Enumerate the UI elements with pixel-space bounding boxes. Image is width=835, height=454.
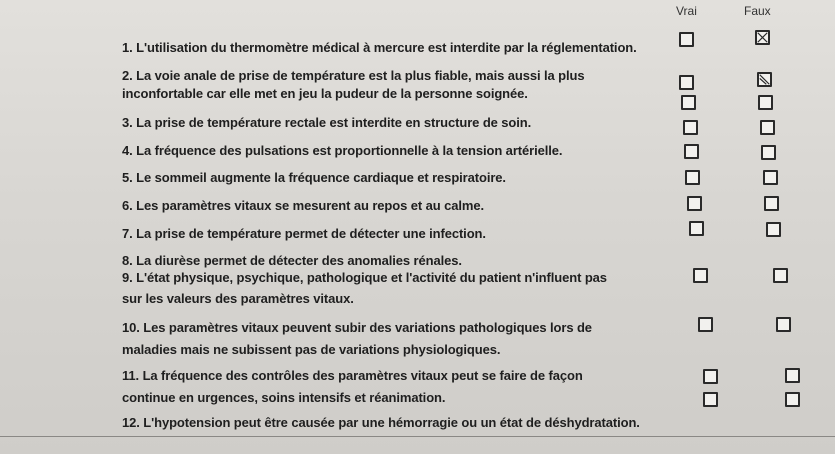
question-9-faux-checkbox[interactable] xyxy=(773,268,788,283)
question-5-vrai-checkbox[interactable] xyxy=(684,144,699,159)
question-12-faux-checkbox[interactable] xyxy=(785,392,800,407)
question-10-text-line-1: 10. Les paramètres vitaux peuvent subir des variations pathologiques lors de xyxy=(122,320,592,335)
question-1-text: 1. L'utilisation du thermomètre médical à mercure est interdite par la réglementation. xyxy=(122,40,637,55)
question-2-text-line-2: inconfortable car elle met en jeu la pudeur de la personne soignée. xyxy=(122,86,528,101)
question-8-text: 8. La diurèse permet de détecter des anomalies rénales. xyxy=(122,253,462,268)
question-1-faux-checkbox[interactable] xyxy=(755,30,770,45)
question-4-text: 4. La fréquence des pulsations est proportionnelle à la tension artérielle. xyxy=(122,143,563,158)
question-4-vrai-checkbox[interactable] xyxy=(683,120,698,135)
question-7-vrai-checkbox[interactable] xyxy=(687,196,702,211)
column-header-faux: Faux xyxy=(744,4,771,18)
question-3-text: 3. La prise de température rectale est interdite en structure de soin. xyxy=(122,115,532,130)
question-3-faux-checkbox[interactable] xyxy=(758,95,773,110)
question-8-vrai-checkbox[interactable] xyxy=(689,221,704,236)
question-7-faux-checkbox[interactable] xyxy=(764,196,779,211)
question-10-text-line-2: maladies mais ne subissent pas de variations physiologiques. xyxy=(122,342,501,357)
divider xyxy=(0,436,835,437)
question-5-text: 5. Le sommeil augmente la fréquence cardiaque et respiratoire. xyxy=(122,170,506,185)
question-4-faux-checkbox[interactable] xyxy=(760,120,775,135)
question-11-text-line-2: continue en urgences, soins intensifs et réanimation. xyxy=(122,390,446,405)
question-2-faux-checkbox[interactable] xyxy=(757,72,772,87)
question-11-faux-checkbox[interactable] xyxy=(785,368,800,383)
question-7-text: 7. La prise de température permet de détecter une infection. xyxy=(122,226,486,241)
question-5-faux-checkbox[interactable] xyxy=(761,145,776,160)
question-10-vrai-checkbox[interactable] xyxy=(698,317,713,332)
question-3-vrai-checkbox[interactable] xyxy=(681,95,696,110)
question-9-text-line-1: 9. L'état physique, psychique, pathologique et l'activité du patient n'influent pas xyxy=(122,270,607,285)
question-9-vrai-checkbox[interactable] xyxy=(693,268,708,283)
question-2-vrai-checkbox[interactable] xyxy=(679,75,694,90)
question-9-text-line-2: sur les valeurs des paramètres vitaux. xyxy=(122,291,354,306)
column-header-vrai: Vrai xyxy=(676,4,697,18)
question-11-vrai-checkbox[interactable] xyxy=(703,369,718,384)
question-10-faux-checkbox[interactable] xyxy=(776,317,791,332)
question-1-vrai-checkbox[interactable] xyxy=(679,32,694,47)
check-cross-icon xyxy=(759,74,770,85)
question-11-text-line-1: 11. La fréquence des contrôles des paramètres vitaux peut se faire de façon xyxy=(122,368,583,383)
question-6-faux-checkbox[interactable] xyxy=(763,170,778,185)
question-8-faux-checkbox[interactable] xyxy=(766,222,781,237)
question-12-vrai-checkbox[interactable] xyxy=(703,392,718,407)
question-12-text: 12. L'hypotension peut être causée par une hémorragie ou un état de déshydratation. xyxy=(122,415,640,430)
question-6-text: 6. Les paramètres vitaux se mesurent au repos et au calme. xyxy=(122,198,484,213)
check-cross-icon xyxy=(757,32,768,43)
question-2-text-line-1: 2. La voie anale de prise de température est la plus fiable, mais aussi la plus xyxy=(122,68,585,83)
question-6-vrai-checkbox[interactable] xyxy=(685,170,700,185)
